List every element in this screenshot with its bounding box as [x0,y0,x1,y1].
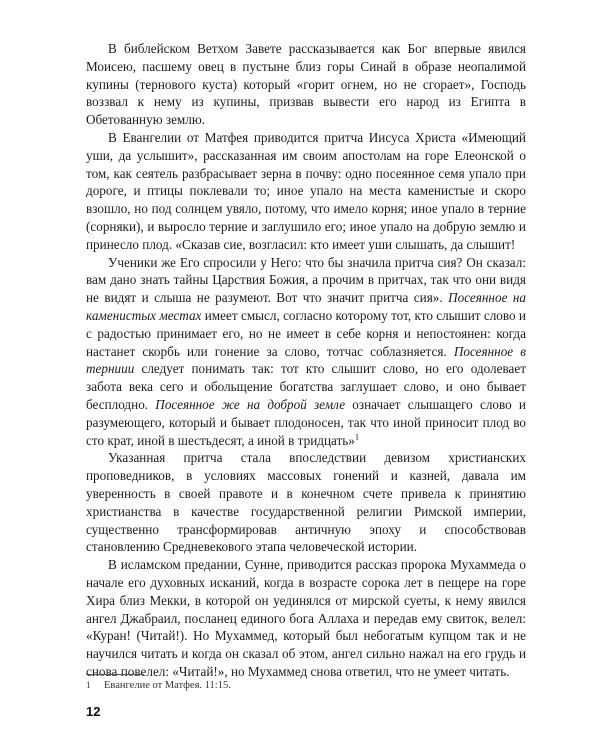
text-run: В исламском предании, Сунне, приводится рассказ пророка Мухаммеда о начале его духовных исканий, когда в возрасте сорока лет в пещере на горе Хира близ Мекки, в которой он уединялся от мирской суеты, к нему явился ангел Джабраил, посланец единого бога Аллаха и передав ему свиток, велел: «Куран! (Читай!). Но Мухаммед, который был небогатым купцом так и не научился читать и когда он сказал об этом, ангел сильно нажал на его грудь и снова повелел: «Читай!», но Мухаммед снова ответил, что не умеет читать. [86,557,526,679]
italic-phrase: Посеянное же на доброй земле [155,396,346,412]
paragraph [86,449,526,556]
paragraph [86,40,526,129]
text-run: Ученики же Его спросили у Него: что бы значила притча сия? Он сказал: вам дано знать тайны Царствия Божия, а прочим в притчах, так что они видя не видят и слыша не разумеют. Вот что значит притча сия». [86,254,526,306]
text-run: означает слышащего слово и разумеющего, который и бывает плодоносен, так что иной приносит плод во сто крат, иной в шестьдесят, а иной в тридцать» [86,396,526,448]
paragraph [86,129,526,254]
main-text [86,40,526,681]
footnote-divider [86,674,144,675]
footnote-reference: 1 [354,431,360,442]
footnote-number: 1 [86,680,91,690]
text-run: имеет смысл, согласно которому тот, кто слышит слово и с радостью принимает его, но не имеет в себе корня и непостоянен: когда настанет скорбь или гонение за слово, тотчас соблазняется. [86,307,526,359]
paragraph [86,556,526,681]
text-run: В Евангелии от Матфея приводится притча Иисуса Христа «Имеющий уши, да услышит», рассказанная им своим апостолам на горе Елеонской о том, как сеятель разбрасывает зерна в почву: одно посеянное семя упало при дороге, и птицы поклевали то; иное упало на места каменистые и скоро взошло, но под солнцем увяло, потому, что имело корня; иное упало в терние (сорняки), и выросло терние и заглушило его; иное упало на добрую землю и принесло плод. «Сказав сие, возгласил: кто имеет уши слышать, да слышит! [86,129,526,252]
text-run: Указанная притча стала впоследствии девизом христианских проповедников, в условиях массовых гонений и казней, давала им уверенность в своей правоте и в конечном счете привела к принятию христианства в качестве государственной религии Римской империи, существенно трансформировав античную эпоху и способствовав становлению Средневекового этапа человеческой истории. [86,450,526,555]
footnote-text: Евангелие от Матфея. 11:15. [104,680,231,691]
text-run: следует понимать так: тот кто слышит слово, но его одолевает забота века сего и обольщение богатства заглушает слово, и оно бывает бесплодно. [86,361,526,412]
italic-phrase: Посеянное на каменистых местах [86,290,526,323]
paragraph [86,254,526,450]
footnote [86,679,526,692]
italic-phrase: Посеянное в терниии [86,343,526,377]
page-number: 12 [86,704,101,719]
text-run: В библейском Ветхом Завете рассказывается как Бог впервые явился Моисею, пасшему овец в пустыне близ горы Синай в образе неопалимой купины (тернового куста) который «горит огнем, но не сгорает», Господь воззвал к нему из купины, призвав вывести его народ из Египта в Обетованную землю. [86,41,526,128]
